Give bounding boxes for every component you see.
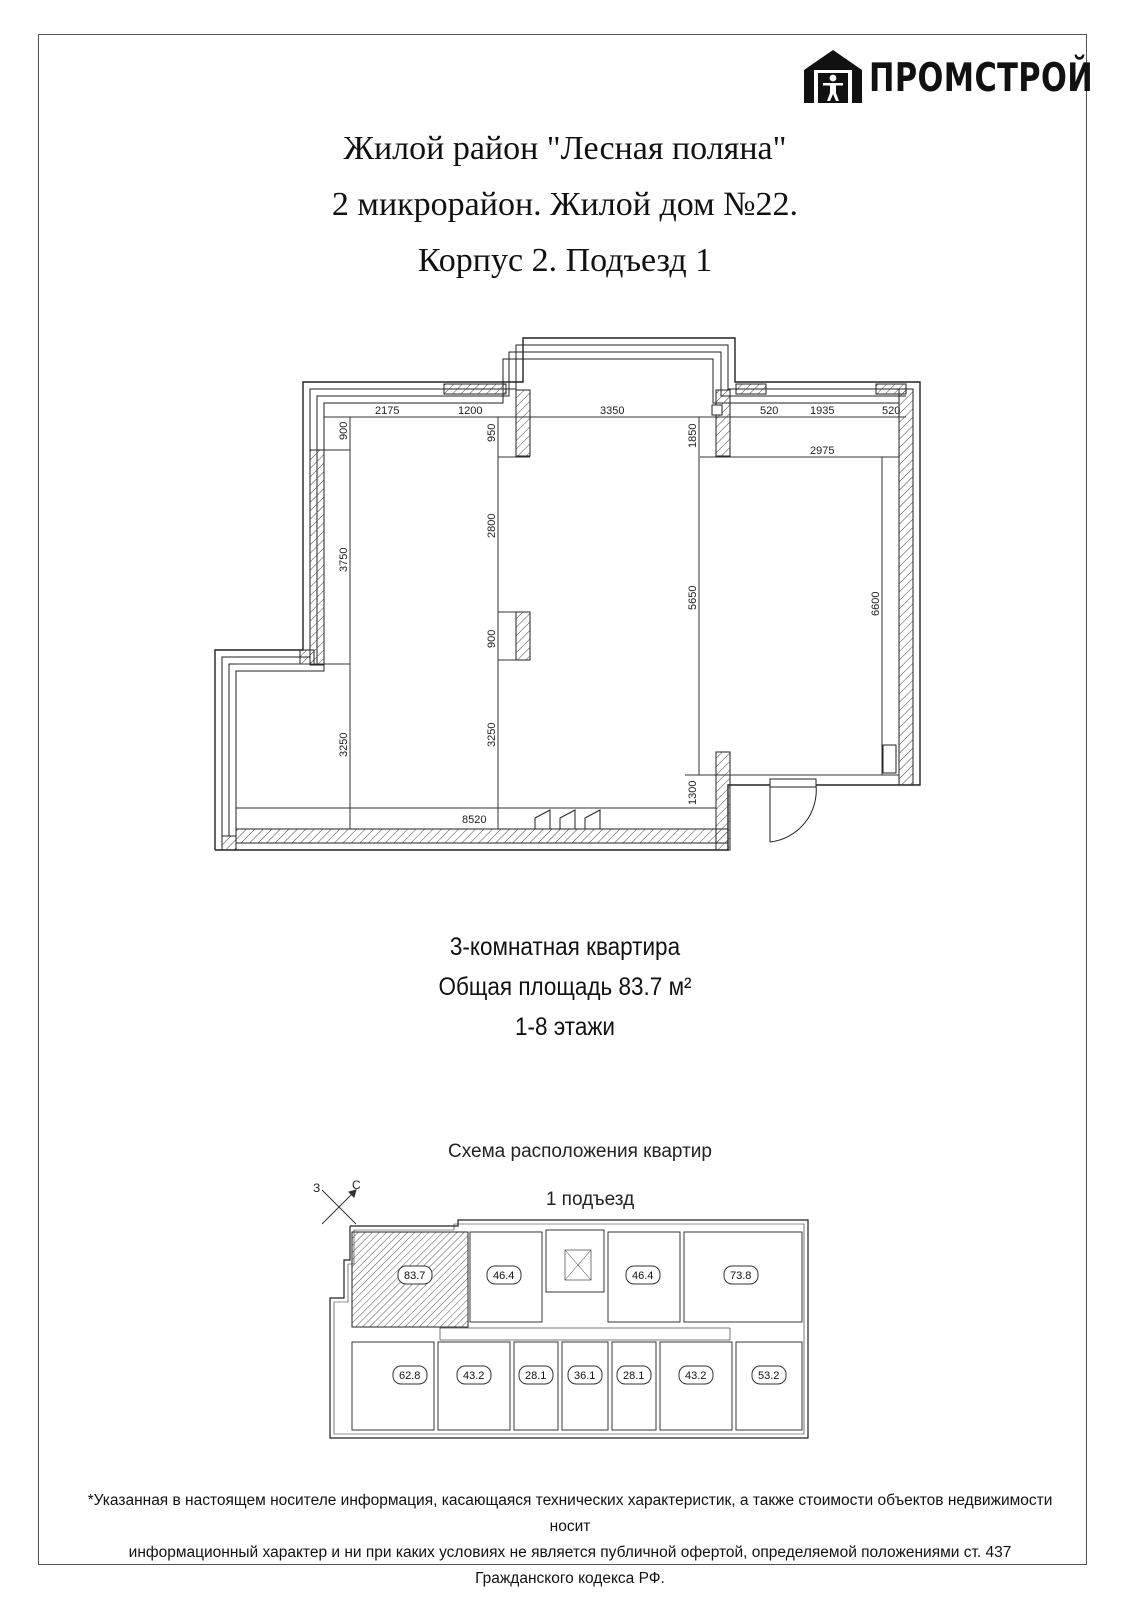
dim-top-middle: 3350 [600, 405, 625, 417]
floor-plan [0, 320, 1131, 880]
dim-left-upper: 900 [338, 421, 350, 440]
compass-west: З [313, 1181, 321, 1195]
disclaimer [80, 1488, 1060, 1592]
scheme-area-bottom-5: 28.1 [623, 1370, 645, 1382]
dim-right-lower: 1300 [687, 780, 699, 805]
dim-center-middle: 2800 [486, 513, 498, 538]
scheme-title: Схема расположения квартир [448, 1141, 712, 1162]
compass-north: С [352, 1180, 361, 1192]
compass-icon [322, 1190, 356, 1224]
house-person-icon [802, 48, 864, 104]
apartment-type: 3-комнатная квартира [449, 933, 681, 961]
scheme-area-bottom-2: 43.2 [463, 1370, 485, 1382]
disclaimer-line-1: *Указанная в настоящем носителе информация, касающаяся технических характеристик, а также стоимости объектов недвижимости носит [87, 1492, 1053, 1535]
brand-name: ПРОМСТРОЙ [869, 56, 1094, 101]
scheme-area-bottom-4: 36.1 [574, 1370, 596, 1382]
scheme-area-bottom-1: 62.8 [399, 1370, 421, 1382]
dim-center-lower: 3250 [486, 722, 498, 747]
scheme-area-top-2: 46.4 [493, 1270, 515, 1282]
dim-top-right-b: 1935 [810, 405, 835, 417]
disclaimer-line-2: информационный характер и ни при каких условиях не является публичной офертой, определяемой положениями ст. 437 Гражданского кодекса РФ. [128, 1544, 1012, 1587]
dim-top-wall: 1200 [458, 405, 483, 417]
dim-left-middle: 3750 [338, 547, 350, 572]
section-title: Корпус 2. Подъезд 1 [417, 242, 713, 279]
dim-right-upper: 1850 [687, 423, 699, 448]
dim-top-left: 2175 [375, 405, 400, 417]
brand-logo [802, 48, 1094, 106]
scheme-area-top-4: 73.8 [730, 1270, 752, 1282]
entrance-door [770, 779, 816, 842]
dim-center-wall: 900 [486, 629, 498, 648]
dim-right-room-width: 2975 [810, 445, 835, 457]
apartment-area: Общая площадь 83.7 м² [438, 973, 692, 1001]
dim-far-right: 6600 [870, 591, 882, 616]
dim-center-upper: 950 [486, 423, 498, 442]
complex-title: Жилой район "Лесная поляна" [343, 130, 787, 167]
scheme-area-top-1: 83.7 [404, 1270, 426, 1282]
entrance-label: 1 подъезд [545, 1189, 635, 1210]
dim-top-right-a: 520 [760, 405, 779, 417]
scheme-area-bottom-6: 43.2 [685, 1370, 707, 1382]
dim-right-middle: 5650 [687, 585, 699, 610]
scheme-area-top-3: 46.4 [632, 1270, 654, 1282]
dim-bottom-total: 8520 [462, 814, 487, 826]
dim-left-lower: 3250 [338, 732, 350, 757]
apartment-floors: 1-8 этажи [515, 1013, 615, 1041]
dim-top-right-c: 520 [882, 405, 901, 417]
scheme-area-bottom-3: 28.1 [525, 1370, 547, 1382]
scheme-area-bottom-7: 53.2 [758, 1370, 780, 1382]
apartment-scheme [0, 1180, 1131, 1460]
building-title: 2 микрорайон. Жилой дом №22. [331, 186, 799, 223]
